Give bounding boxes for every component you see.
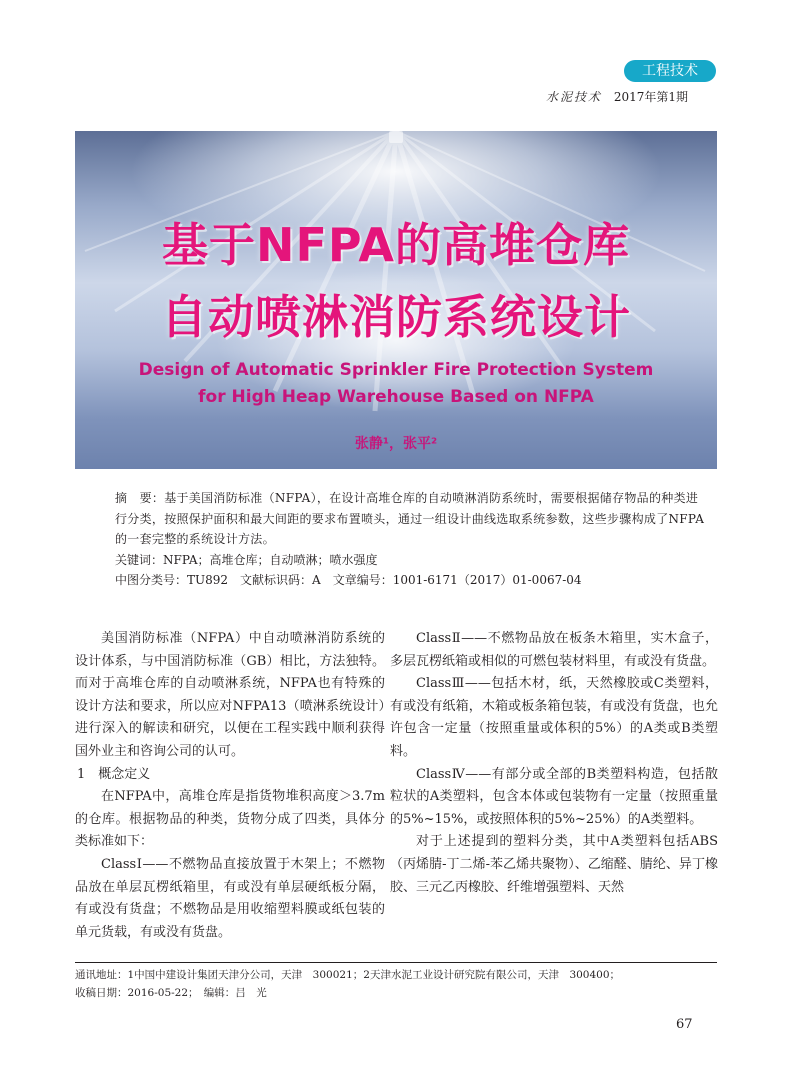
footnote-dates: 收稿日期：2016-05-22； 编辑：吕 光 xyxy=(75,987,267,999)
journal-name: 水泥技术 xyxy=(546,90,603,104)
keywords-text: NFPA；高堆仓库；自动喷淋；喷水强度 xyxy=(163,552,378,567)
body-paragraph: ClassⅣ——有部分或全部的B类塑料构造，包括散粒状的A类塑料，包含本体或包装物有一定量（按照重量的5%~15%，或按照体积的5%~25%）的A类塑料。 xyxy=(390,766,718,827)
footnote-divider xyxy=(75,962,717,963)
journal-issue: 2017年第1期 xyxy=(613,90,689,104)
footnote xyxy=(75,966,620,1002)
classification-line: 中图分类号：TU892 文献标识码：A 文章编号：1001-6171（2017）01-0067-04 xyxy=(115,573,582,587)
section-tag: 工程技术 xyxy=(624,60,716,82)
body-left-column xyxy=(75,628,385,944)
body-paragraph: 对于上述提到的塑料分类，其中A类塑料包括ABS（丙烯腈-丁二烯-苯乙烯共聚物）、乙缩醛、腈纶、异丁橡胶、三元乙丙橡胶、纤维增强塑料、天然 xyxy=(390,834,718,895)
title-banner xyxy=(75,131,717,469)
page-number: 67 xyxy=(676,1017,693,1032)
authors: 张静¹，张平² xyxy=(354,436,438,452)
title-en-line2: for High Heap Warehouse Based on NFPA xyxy=(198,387,594,407)
abstract-block xyxy=(115,488,705,591)
body-paragraph: ClassⅢ——包括木材，纸，天然橡胶或C类塑料，有或没有纸箱，木箱或板条箱包装，有或没有货盘，也允许包含一定量（按照重量或体积的5%）的A类或B类塑料。 xyxy=(390,676,718,759)
title-cn-line1: 基于NFPA的高堆仓库 xyxy=(161,218,630,272)
body-paragraph: ClassⅠ——不燃物品直接放置于木架上；不燃物品放在单层瓦楞纸箱里，有或没有单层硬纸板分隔，有或没有货盘；不燃物品是用收缩塑料膜或纸包装的单元货载，有或没有货盘。 xyxy=(75,856,385,940)
body-paragraph: ClassⅡ——不燃物品放在板条木箱里，实木盒子，多层瓦楞纸箱或相似的可燃包装材料里，有或没有货盘。 xyxy=(390,631,718,669)
body-paragraph: 在NFPA中，高堆仓库是指货物堆积高度＞3.7m的仓库。根据物品的种类，货物分成了四类，具体分类标准如下： xyxy=(75,789,385,850)
body-right-column xyxy=(390,628,718,899)
footnote-address: 通讯地址：1中国中建设计集团天津分公司，天津 300021；2天津水泥工业设计研究院有限公司，天津 300400； xyxy=(75,969,621,981)
abstract-label: 摘 要： xyxy=(115,491,165,505)
body-paragraph: 美国消防标准（NFPA）中自动喷淋消防系统的设计体系，与中国消防标准（GB）相比，方法独特。而对于高堆仓库的自动喷淋系统，NFPA也有特殊的设计方法和要求，所以应对NFPA13（喷淋系统设计）进行深入的解读和研究，以便在工程实践中顺利获得国外业主和咨询公司的认可。 xyxy=(75,631,385,759)
title-en-line1: Design of Automatic Sprinkler Fire Protection System xyxy=(138,360,654,380)
journal-header xyxy=(546,88,688,105)
abstract-text: 基于美国消防标准（NFPA），在设计高堆仓库的自动喷淋消防系统时，需要根据储存物品的种类进行分类，按照保护面积和最大间距的要求布置喷头，通过一组设计曲线选取系统参数，这些步骤构成了NFPA的一套完整的系统设计方法。 xyxy=(115,491,705,546)
keywords-label: 关键词： xyxy=(115,552,164,567)
title-cn-line2: 自动喷淋消防系统设计 xyxy=(161,290,631,344)
section-heading: 1 概念定义 xyxy=(77,766,151,782)
